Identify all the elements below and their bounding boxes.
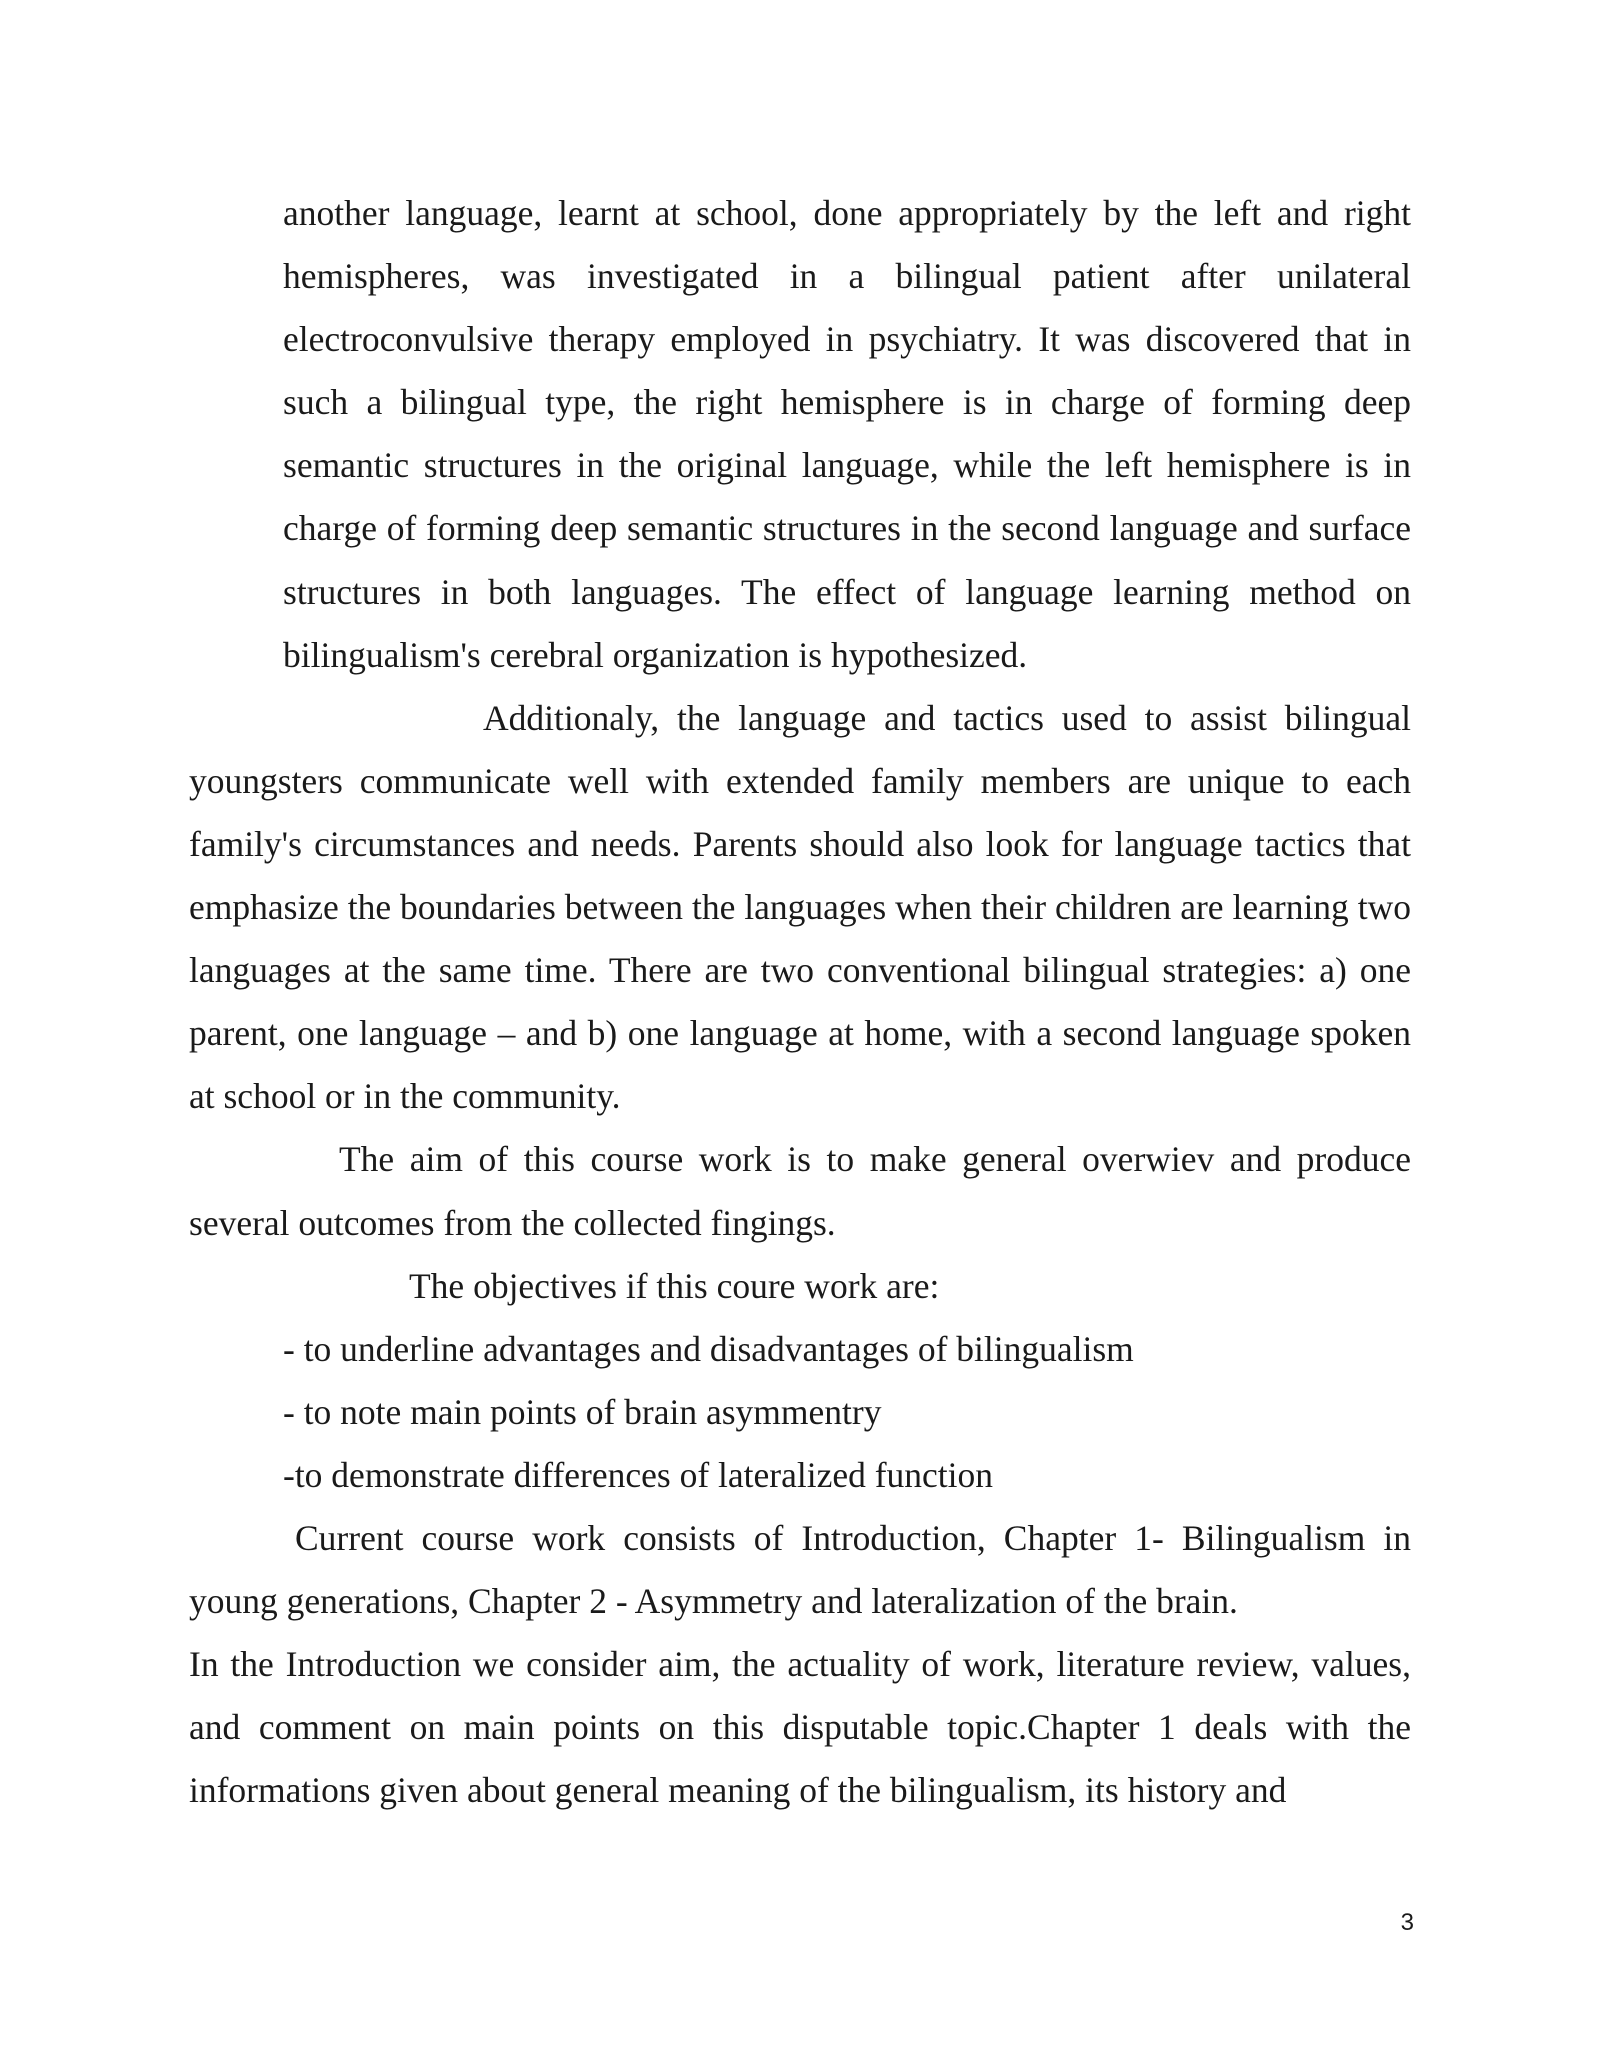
objective-item: - to underline advantages and disadvantages of bilingualism: [283, 1328, 1134, 1369]
paragraph-additionally: Additionaly, the language and tactics used to assist bilingual youngsters communicate well with extended family members are unique to each family's circumstances and needs. Parents should also look for language tactics that emphasize the boundaries between the languages when their children are learning two languages at the same time. There are two conventional bilingual strategies: a) one parent, one language – and b) one language at home, with a second language spoken at school or in the community.: [189, 697, 1411, 1117]
objectives-list: [189, 1318, 1411, 1507]
objective-item: -to demonstrate differences of lateralized function: [283, 1454, 994, 1495]
page-number: 3: [1400, 1909, 1414, 1936]
paragraph-aim: The aim of this course work is to make general overwiev and produce several outcomes from the collected fingings.: [189, 1139, 1411, 1243]
document-body: [189, 182, 1411, 1822]
paragraph-continuation: another language, learnt at school, done appropriately by the left and right hemispheres, was investigated in a bilingual patient after unilateral electroconvulsive therapy employed in psychiatry. It was discovered that in such a bilingual type, the right hemisphere is in charge of forming deep semantic structures in the original language, while the left hemisphere is in charge of forming deep semantic structures in the second language and surface structures in both languages. The effect of language learning method on bilingualism's cerebral organization is hypothesized.: [283, 193, 1411, 675]
paragraph-objectives-intro: The objectives if this coure work are:: [409, 1265, 940, 1306]
objective-item: - to note main points of brain asymmentry: [283, 1391, 882, 1432]
paragraph-current-work: Current course work consists of Introduction, Chapter 1- Bilingualism in young generations, Chapter 2 - Asymmetry and lateralization of the brain.: [189, 1517, 1411, 1622]
paragraph-introduction: In the Introduction we consider aim, the actuality of work, literature review, values, and comment on main points on this disputable topic.Chapter 1 deals with the informations given about general meaning of the bilingualism, its history and: [189, 1644, 1411, 1811]
